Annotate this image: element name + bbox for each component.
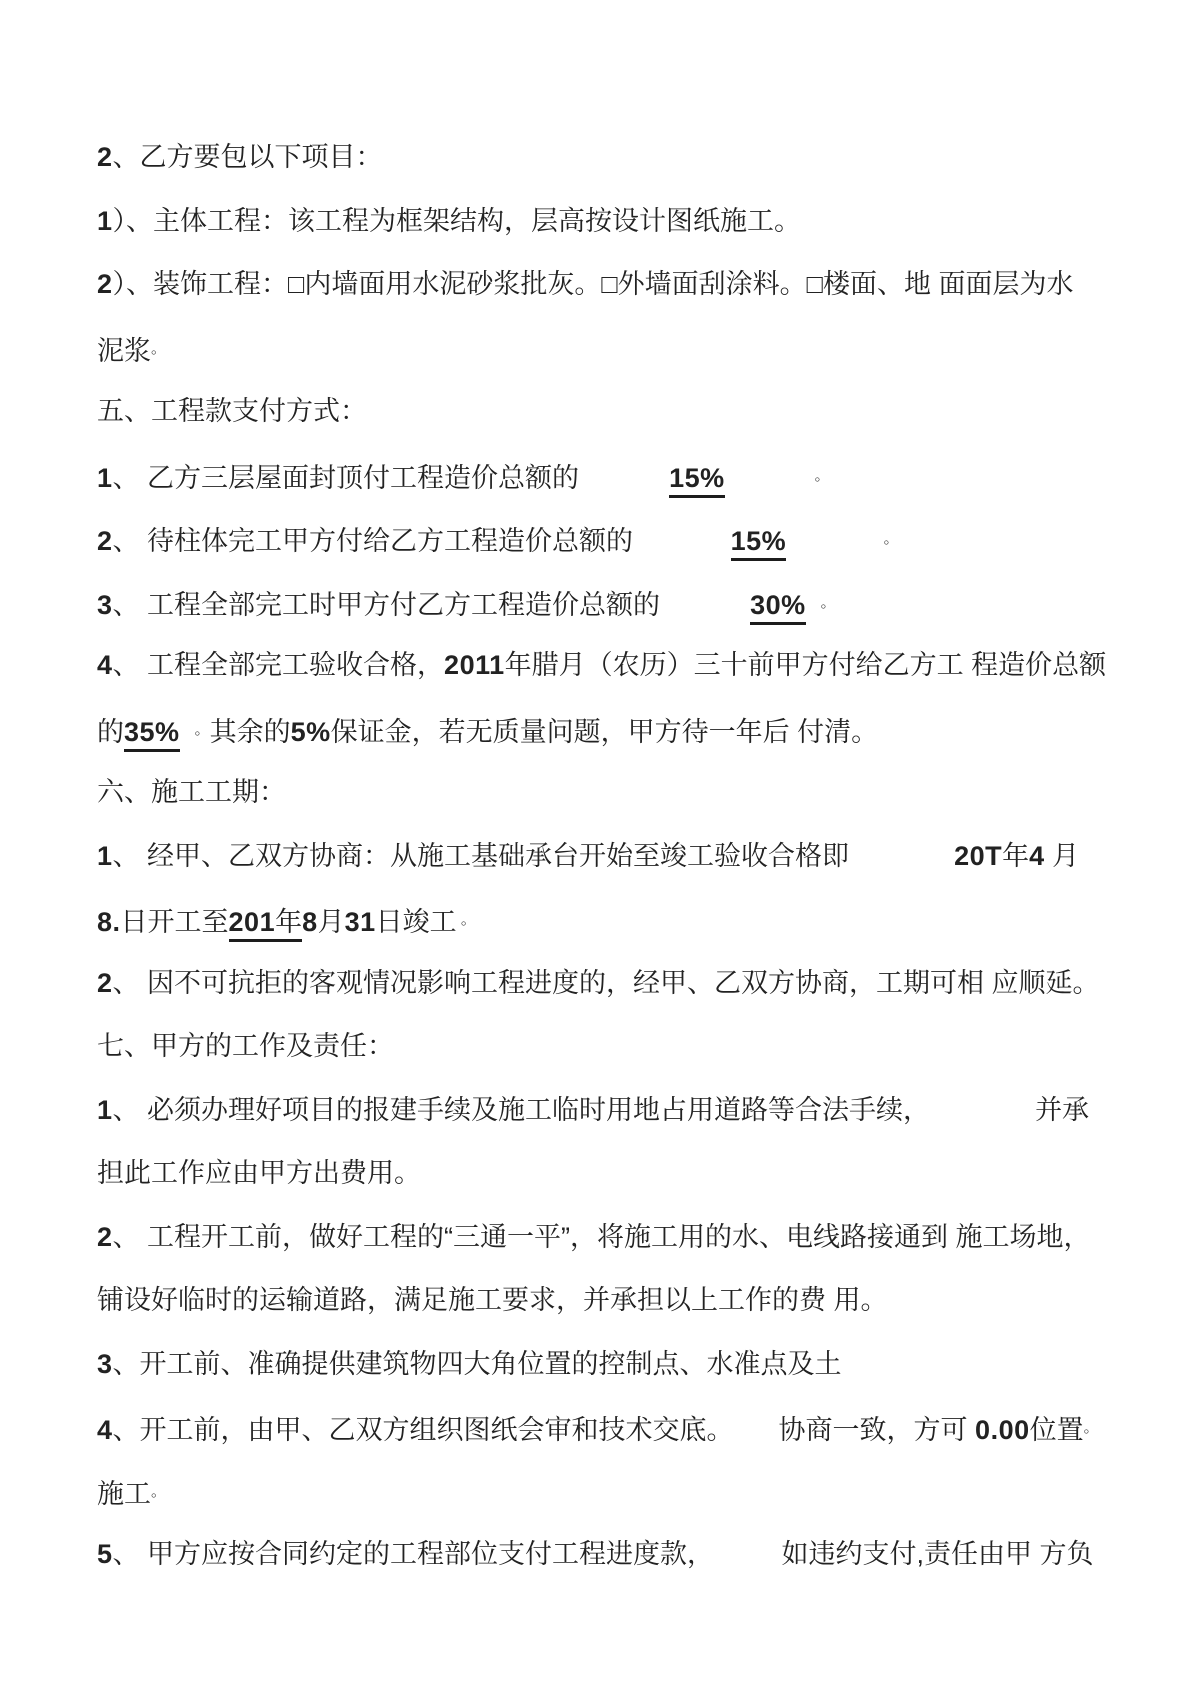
text-segment: 2）、装饰工程：□内墙面用水泥砂浆批灰。□外墙面刮涂料。□楼面、地 面面层为水 xyxy=(97,269,1074,299)
text-line xyxy=(97,1015,1117,1079)
underlined-value xyxy=(669,463,725,498)
text-segment: 担此工作应由甲方出费用。 xyxy=(97,1158,421,1188)
numeric-text: 5% xyxy=(290,716,331,747)
underlined-value: 201年 xyxy=(229,907,303,942)
small-period: 。 xyxy=(883,530,899,547)
text-line xyxy=(97,634,1117,698)
text-line xyxy=(97,1396,1117,1460)
text-line xyxy=(97,825,1117,889)
small-period: 。 xyxy=(820,593,836,611)
text-segment: 2、 工程开工前，做好工程的“三通一平”，将施工用的水、电线路接通到 施工场地， xyxy=(97,1221,1091,1252)
text-segment: 六、施工工期： xyxy=(97,777,286,807)
text-segment: 1）、主体工程：该工程为框架结构，层高按设计图纸施工。 xyxy=(97,205,802,236)
text-segment: 泥浆 xyxy=(97,335,151,366)
text-segment xyxy=(725,463,815,493)
text-segment xyxy=(806,590,821,620)
text-segment: 2、 待柱体完工甲方付给乙方工程造价总额的 xyxy=(97,526,731,556)
text-segment: 3、 工程全部完工时甲方付乙方工程造价总额的 xyxy=(97,589,751,620)
numeric-text: 1 xyxy=(97,462,113,493)
numeric-text: 201 xyxy=(228,907,276,937)
small-period: 。 xyxy=(814,466,830,484)
numeric-text: 2 xyxy=(97,269,113,299)
numeric-text: 2 xyxy=(97,526,113,556)
text-segment: 4、 工程全部完工验收合格，2011年腊月（农历）三十前甲方付给乙方工 程造价总额 xyxy=(97,650,1107,680)
text-segment: 8.日开工至 xyxy=(97,907,229,937)
text-segment: 如违约支付,责任由甲 方负 xyxy=(781,1539,1094,1569)
text-line xyxy=(97,444,1117,508)
text-line xyxy=(97,317,1117,381)
small-period: 。 xyxy=(1083,1419,1099,1436)
text-line xyxy=(97,1206,1117,1270)
numeric-text: 4 xyxy=(97,1415,113,1445)
text-segment: 4、开工前，由甲、乙双方组织图纸会审和技术交底。 协商一致，方可 0.00位置 xyxy=(97,1415,1084,1445)
text-line xyxy=(97,761,1117,825)
text-line xyxy=(97,571,1117,635)
text-line xyxy=(97,1269,1117,1333)
numeric-text: 15% xyxy=(669,462,725,493)
small-period: 。 xyxy=(194,720,210,738)
text-segment: 铺设好临时的运输道路，满足施工要求，并承担以上工作的费 用。 xyxy=(97,1285,888,1315)
text-segment: 1、 经甲、乙双方协商：从施工基础承台开始至竣工验收合格即 xyxy=(97,840,955,871)
text-segment xyxy=(180,717,195,747)
numeric-text: 5 xyxy=(97,1539,113,1569)
text-segment: 五、工程款支付方式： xyxy=(97,396,367,426)
text-segment: 施工 xyxy=(97,1478,151,1509)
numeric-text: 2 xyxy=(97,967,113,998)
numeric-text: 1 xyxy=(97,205,113,236)
small-period: 。 xyxy=(151,339,167,357)
text-line xyxy=(97,507,1117,571)
numeric-text: 8 xyxy=(302,907,318,937)
numeric-text: 4 xyxy=(1029,840,1045,871)
numeric-text: 2 xyxy=(97,142,113,172)
text-segment: 2、 因不可抗拒的客观情况影响工程进度的，经甲、乙双方协商，工期可相 应顺延。 xyxy=(97,967,1100,998)
text-segment xyxy=(786,526,884,556)
numeric-text: 2011 xyxy=(444,650,505,680)
text-segment: 的 xyxy=(97,716,124,747)
text-line xyxy=(97,1079,1117,1143)
small-period: 。 xyxy=(456,911,476,928)
text-segment: 七、甲方的工作及责任： xyxy=(97,1031,394,1061)
text-line xyxy=(97,952,1117,1016)
numeric-text: 30% xyxy=(750,589,806,620)
underlined-value xyxy=(731,526,787,561)
text-segment: 并承 xyxy=(1035,1094,1090,1125)
text-segment: 2、乙方要包以下项目： xyxy=(97,142,383,172)
numeric-text: 15% xyxy=(730,526,787,556)
contract-document-page xyxy=(97,126,1117,1587)
numeric-text: 1 xyxy=(97,840,113,871)
text-segment: 8月31日竣工 xyxy=(302,907,457,937)
numeric-text: 3 xyxy=(97,1348,113,1379)
underlined-value xyxy=(750,590,806,625)
numeric-text: 0.00 xyxy=(975,1415,1030,1445)
text-line xyxy=(97,253,1117,317)
numeric-text: 2 xyxy=(97,1221,113,1252)
text-segment: 20T年4 月 xyxy=(954,840,1080,871)
numeric-text: 35% xyxy=(124,716,180,747)
text-line xyxy=(97,126,1117,190)
text-line xyxy=(97,1142,1117,1206)
numeric-text: 1 xyxy=(97,1094,113,1125)
text-line xyxy=(97,380,1117,444)
numeric-text: 31 xyxy=(344,907,376,937)
numeric-text: 4 xyxy=(97,650,113,680)
text-segment: 1、 乙方三层屋面封顶付工程造价总额的 xyxy=(97,462,670,493)
text-line xyxy=(97,888,1117,952)
numeric-text: 8. xyxy=(97,907,121,937)
text-line xyxy=(97,1333,1117,1397)
underlined-value xyxy=(124,717,180,752)
text-line xyxy=(97,1523,1117,1587)
text-line xyxy=(97,1460,1117,1524)
text-line xyxy=(97,190,1117,254)
text-segment: 其余的5%保证金，若无质量问题，甲方待一年后 付清。 xyxy=(209,716,879,747)
small-period: 。 xyxy=(151,1482,167,1500)
text-line xyxy=(97,698,1117,762)
text-segment: 3、开工前、准确提供建筑物四大角位置的控制点、水准点及土 xyxy=(97,1348,842,1379)
numeric-text: 3 xyxy=(97,589,113,620)
text-segment: 5、 甲方应按合同约定的工程部位支付工程进度款， xyxy=(97,1539,782,1569)
numeric-text: 20T xyxy=(954,840,1003,871)
text-segment: 1、 必须办理好项目的报建手续及施工临时用地占用道路等合法手续， xyxy=(97,1094,1036,1125)
